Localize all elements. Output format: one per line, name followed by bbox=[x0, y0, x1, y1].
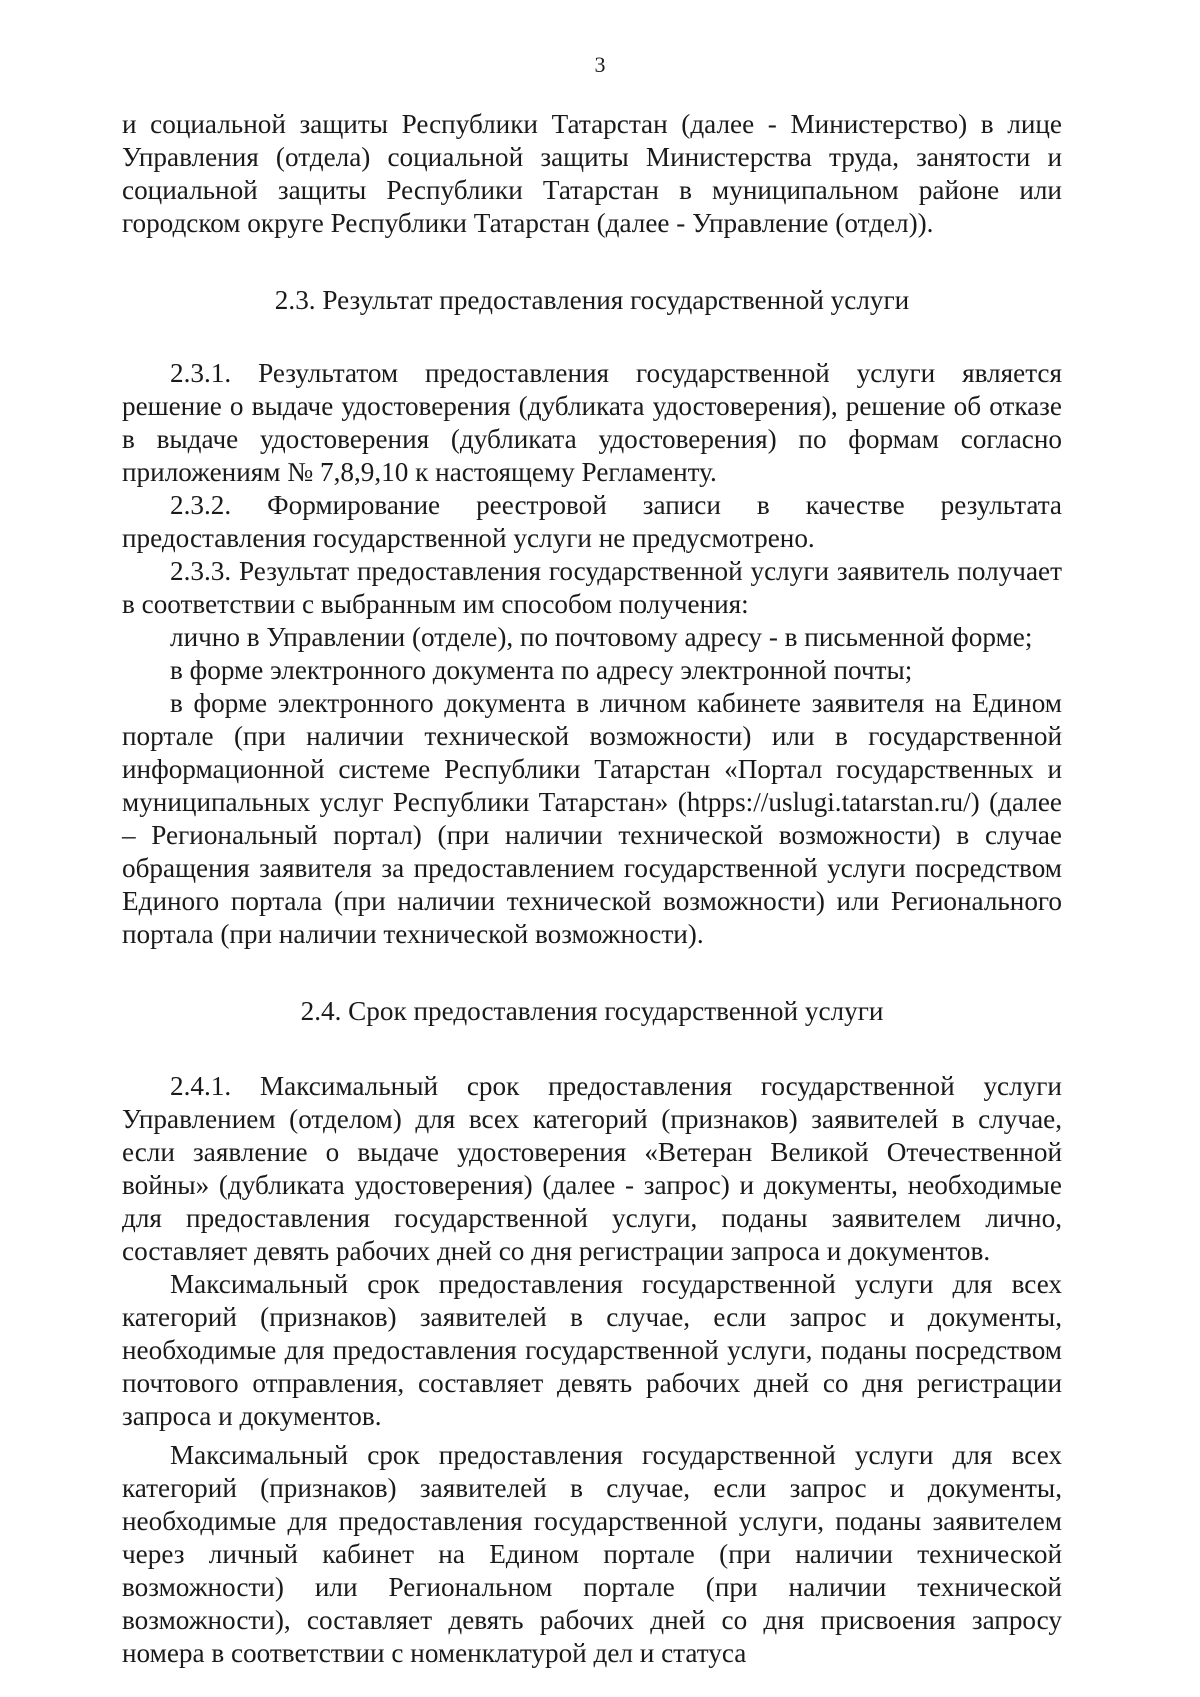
paragraph-portal-term: Максимальный срок предоставления государственной услуги для всех категорий (признаков) заявителей в случае, если запрос и документы, необходимые для предоставления государственной услуги, поданы заявителем через личный кабинет на Едином портале (при наличии технической возможности) или Региональном портале (при наличии технической возможности), составляет девять рабочих дней со дня присвоения запросу номера в соответствии с номенклатурой дел и статуса bbox=[122, 1440, 1062, 1668]
paragraph-2-3-2: 2.3.2. Формирование реестровой записи в качестве результата предоставления государственной услуги не предусмотрено. bbox=[122, 490, 1062, 553]
delivery-option-in-person: лично в Управлении (отделе), по почтовому адресу - в письменной форме; bbox=[170, 622, 1033, 652]
paragraph-postal-term: Максимальный срок предоставления государственной услуги для всех категорий (признаков) заявителей в случае, если запрос и документы, необходимые для предоставления государственной услуги, поданы посредством почтового отправления, составляет девять рабочих дней со дня регистрации запроса и документов. bbox=[122, 1269, 1062, 1431]
document-body bbox=[122, 108, 1062, 1670]
paragraph-2-3-1: 2.3.1. Результатом предоставления государственной услуги является решение о выдаче удостоверения (дубликата удостоверения), решение об отказе в выдаче удостоверения (дубликата удостоверения) по формам согласно приложениям № 7,8,9,10 к настоящему Регламенту. bbox=[122, 358, 1062, 487]
paragraph-2-3-3: 2.3.3. Результат предоставления государственной услуги заявитель получает в соответствии с выбранным им способом получения: bbox=[122, 556, 1062, 619]
delivery-option-portal: в форме электронного документа в личном кабинете заявителя на Едином портале (при наличии технической возможности) или в государственной информационной системе Республики Татарстан «Портал государственных и муниципальных услуг Республики Татарстан» (htpps://uslugi.tatarstan.ru/) (далее – Региональный портал) (при наличии технической возможности) в случае обращения заявителя за предоставлением государственной услуги посредством Единого портала (при наличии технической возможности) или Регионального портала (при наличии технической возможности). bbox=[122, 688, 1062, 949]
delivery-option-email: в форме электронного документа по адресу электронной почты; bbox=[170, 655, 913, 685]
paragraph-2-4-1: 2.4.1. Максимальный срок предоставления государственной услуги Управлением (отделом) для всех категорий (признаков) заявителей в случае, если заявление о выдаче удостоверения «Ветеран Великой Отечественной войны» (дубликата удостоверения) (далее - запрос) и документы, необходимые для предоставления государственной услуги, поданы заявителем лично, составляет девять рабочих дней со дня регистрации запроса и документов. bbox=[122, 1071, 1062, 1266]
section-2-4-heading: 2.4. Срок предоставления государственной услуги bbox=[300, 996, 884, 1026]
page-number: 3 bbox=[594, 52, 606, 77]
intro-paragraph: и социальной защиты Республики Татарстан (далее - Министерство) в лице Управления (отдела) социальной защиты Министерства труда, занятости и социальной защиты Республики Татарстан в муниципальном районе или городском округе Республики Татарстан (далее - Управление (отдел)). bbox=[122, 109, 1062, 238]
section-2-3-heading: 2.3. Результат предоставления государственной услуги bbox=[274, 285, 910, 315]
